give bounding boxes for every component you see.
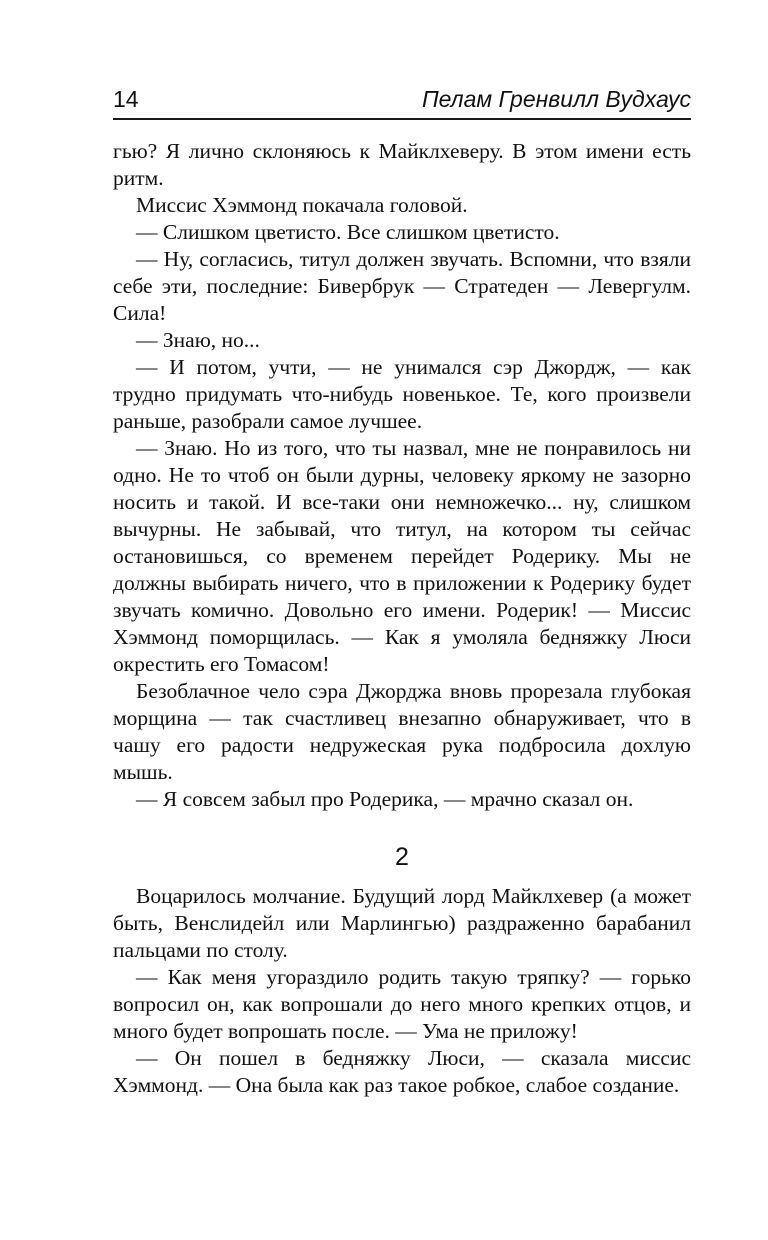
paragraph: — И потом, учти, — не унимался сэр Джордж, — как трудно придумать что-нибудь новенькое. Те, кого произвели раньше, разобрали самое лучшее. bbox=[113, 355, 691, 433]
paragraph: — Знаю, но... bbox=[136, 328, 260, 352]
paragraph: — Знаю. Но из того, что ты назвал, мне не понравилось ни одно. Не то чтоб он были дурны, человеку яркому не зазорно носить и такой. И все-таки они немножечко... ну, слишком вычурны. Не забывай, что титул, на котором ты сейчас остановишься, со временем перейдет Родерику. Мы не должны выбирать ничего, что в приложении к Родерику будет звучать комично. Довольно его имени. Родерик! — Миссис Хэммонд поморщилась. — Как я умоляла бедняжку Люси окрестить его Томасом! bbox=[113, 436, 691, 676]
paragraph: Миссис Хэммонд покачала головой. bbox=[136, 193, 468, 217]
running-title: Пелам Гренвилл Вудхаус bbox=[421, 86, 691, 112]
page-number: 14 bbox=[113, 86, 139, 112]
paragraph: — Он пошел в бедняжку Люси, — сказала миссис Хэммонд. — Она была как раз такое робкое, слабое создание. bbox=[113, 1046, 691, 1097]
paragraph: — Ну, согласись, титул должен звучать. Вспомни, что взяли себе эти, последние: Бивербрук — Стратеден — Левергулм. Сила! bbox=[113, 247, 691, 325]
paragraph: гью? Я лично склоняюсь к Майклхеверу. В этом имени есть ритм. bbox=[113, 139, 691, 190]
body-text-section-2 bbox=[113, 883, 691, 1099]
body-text-section-1 bbox=[113, 138, 691, 813]
paragraph: Безоблачное чело сэра Джорджа вновь прорезала глубокая морщина — так счастливец внезапно обнаруживает, что в чашу его радости недружеская рука подбросила дохлую мышь. bbox=[113, 679, 691, 784]
paragraph: — Слишком цветисто. Все слишком цветисто. bbox=[136, 220, 560, 244]
paragraph: — Я совсем забыл про Родерика, — мрачно сказал он. bbox=[136, 787, 634, 811]
chapter-number: 2 bbox=[395, 843, 409, 871]
paragraph: Воцарилось молчание. Будущий лорд Майклхевер (а может быть, Венслидейл или Марлингью) раздраженно барабанил пальцами по столу. bbox=[113, 884, 691, 962]
paragraph: — Как меня угораздило родить такую тряпку? — горько вопросил он, как вопрошали до него много крепких отцов, и много будет вопрошать после. — Ума не приложу! bbox=[113, 965, 691, 1043]
page-header bbox=[113, 80, 691, 120]
